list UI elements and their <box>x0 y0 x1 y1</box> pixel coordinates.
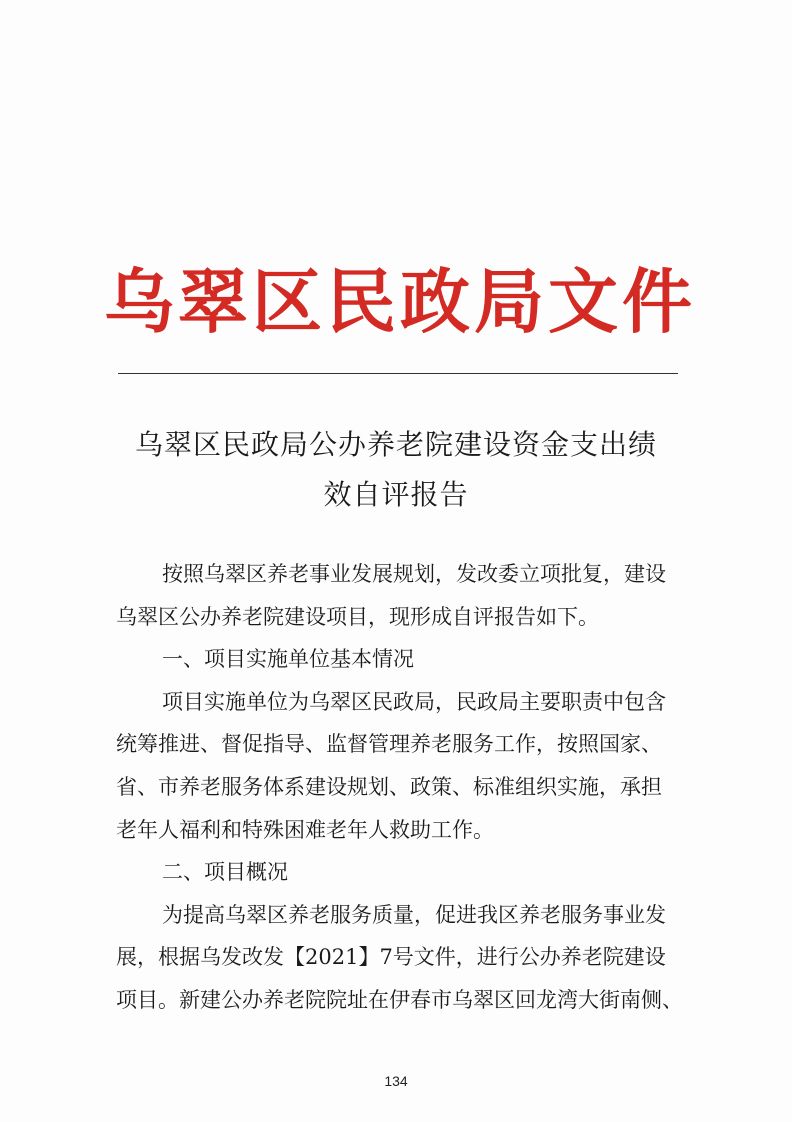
report-body <box>116 553 682 1022</box>
paragraph-intro-line-2: 乌翠区公办养老院建设项目，现形成自评报告如下。 <box>116 604 599 629</box>
paragraph-overview-line-1: 为提高乌翠区养老服务质量，促进我区养老服务事业发 <box>162 902 666 927</box>
section-heading-1: 一、项目实施单位基本情况 <box>162 647 414 672</box>
paragraph-unit-line-3: 省、市养老服务体系建设规划、政策、标准组织实施，承担 <box>116 774 662 799</box>
paragraph-unit-line-1: 项目实施单位为乌翠区民政局，民政局主要职责中包含 <box>162 689 666 714</box>
report-title-line-1: 乌翠区民政局公办养老院建设资金支出绩 <box>134 428 657 461</box>
report-title-line-2: 效自评报告 <box>323 478 469 511</box>
paragraph-overview-line-2: 展，根据乌发改发【2021】7号文件，进行公办养老院建设 <box>116 945 666 970</box>
paragraph-intro-line-1: 按照乌翠区养老事业发展规划，发改委立项批复，建设 <box>162 562 666 586</box>
document-header-title: 乌翠区民政局文件 <box>104 261 696 343</box>
paragraph-overview-line-3: 项目。新建公办养老院院址在伊春市乌翠区回龙湾大街南侧、 <box>116 987 683 1012</box>
report-title <box>100 420 692 520</box>
paragraph-unit-line-4: 老年人福利和特殊困难老年人救助工作。 <box>116 817 494 842</box>
header-divider <box>118 373 678 374</box>
page-number: 134 <box>384 1073 408 1089</box>
paragraph-unit-line-2: 统筹推进、督促指导、监督管理养老服务工作，按照国家、 <box>116 732 662 757</box>
section-heading-2: 二、项目概况 <box>162 860 288 885</box>
